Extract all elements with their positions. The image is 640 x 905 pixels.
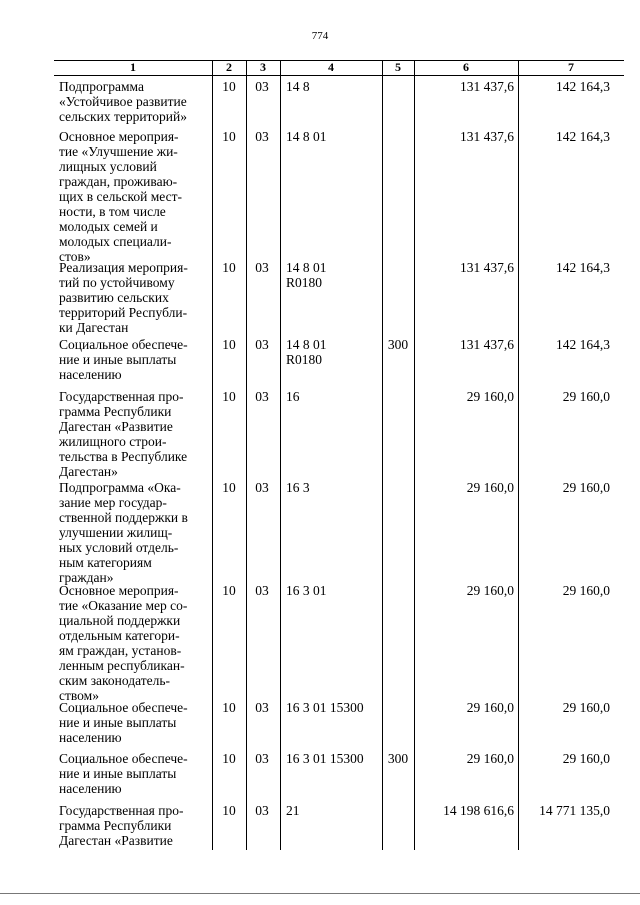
razdel-code: 10 bbox=[222, 803, 236, 818]
podrazdel-code: 03 bbox=[255, 583, 269, 598]
target-article-code: 14 8 bbox=[286, 79, 310, 94]
amount-col-7: 142 164,3 bbox=[556, 129, 610, 144]
target-article-code: 14 8 01 bbox=[286, 129, 327, 144]
expense-type-code: 300 bbox=[387, 751, 409, 766]
amount-col-6: 131 437,6 bbox=[460, 260, 514, 275]
expense-type-code: 300 bbox=[387, 337, 409, 352]
target-article-code: 16 3 01 bbox=[286, 583, 327, 598]
amount-col-6: 29 160,0 bbox=[466, 751, 514, 766]
scan-bottom-edge bbox=[0, 893, 640, 894]
item-name: Основное мероприя- тие «Оказание мер со- циальной поддержки отдельным категори- ям граждан, установ- ленным республикан- ским законодатель- ством» bbox=[59, 583, 188, 703]
podrazdel-code: 03 bbox=[255, 751, 269, 766]
razdel-code: 10 bbox=[222, 337, 236, 352]
razdel-code: 10 bbox=[222, 480, 236, 495]
item-name: Основное мероприя- тие «Улучшение жи- лищных условий граждан, проживаю- щих в сельской мест- ности, в том числе молодых семей и молодых специали- стов» bbox=[59, 129, 183, 264]
podrazdel-code: 03 bbox=[255, 260, 269, 275]
amount-col-6: 29 160,0 bbox=[466, 583, 514, 598]
amount-col-7: 29 160,0 bbox=[562, 700, 610, 715]
column-divider bbox=[518, 60, 519, 850]
column-divider bbox=[280, 60, 281, 850]
razdel-code: 10 bbox=[222, 389, 236, 404]
amount-col-7: 29 160,0 bbox=[562, 751, 610, 766]
item-name: Подпрограмма «Ока- зание мер государ- ственной поддержки в улучшении жилищ- ных условий отдель- ным категориям граждан» bbox=[59, 480, 188, 585]
amount-col-6: 131 437,6 bbox=[460, 79, 514, 94]
target-article-code: 14 8 01 R0180 bbox=[286, 337, 327, 367]
header-col-7: 7 bbox=[568, 60, 574, 74]
amount-col-6: 131 437,6 bbox=[460, 129, 514, 144]
amount-col-6: 29 160,0 bbox=[466, 389, 514, 404]
amount-col-7: 142 164,3 bbox=[556, 260, 610, 275]
razdel-code: 10 bbox=[222, 129, 236, 144]
item-name: Социальное обеспече- ние и иные выплаты населению bbox=[59, 751, 188, 796]
item-name: Государственная про- грамма Республики Дагестан «Развитие жилищного строи- тельства в Республике Дагестан» bbox=[59, 389, 188, 479]
item-name: Государственная про- грамма Республики Дагестан «Развитие bbox=[59, 803, 184, 848]
target-article-code: 16 3 01 15300 bbox=[286, 751, 364, 766]
header-col-4: 4 bbox=[328, 60, 334, 74]
razdel-code: 10 bbox=[222, 583, 236, 598]
amount-col-7: 29 160,0 bbox=[562, 389, 610, 404]
amount-col-6: 131 437,6 bbox=[460, 337, 514, 352]
podrazdel-code: 03 bbox=[255, 803, 269, 818]
amount-col-7: 142 164,3 bbox=[556, 79, 610, 94]
podrazdel-code: 03 bbox=[255, 389, 269, 404]
amount-col-6: 29 160,0 bbox=[466, 480, 514, 495]
item-name: Социальное обеспече- ние и иные выплаты населению bbox=[59, 337, 188, 382]
table-header-row bbox=[54, 60, 624, 76]
amount-col-7: 142 164,3 bbox=[556, 337, 610, 352]
razdel-code: 10 bbox=[222, 79, 236, 94]
razdel-code: 10 bbox=[222, 700, 236, 715]
target-article-code: 21 bbox=[286, 803, 300, 818]
column-divider bbox=[212, 60, 213, 850]
podrazdel-code: 03 bbox=[255, 480, 269, 495]
header-col-2: 2 bbox=[226, 60, 232, 74]
amount-col-6: 14 198 616,6 bbox=[443, 803, 514, 818]
page-number: 774 bbox=[311, 30, 329, 42]
header-col-6: 6 bbox=[463, 60, 469, 74]
column-divider bbox=[246, 60, 247, 850]
item-name: Реализация мероприя- тий по устойчивому развитию сельских территорий Республи- ки Дагестан bbox=[59, 260, 188, 335]
header-col-5: 5 bbox=[395, 60, 401, 74]
amount-col-7: 29 160,0 bbox=[562, 480, 610, 495]
razdel-code: 10 bbox=[222, 260, 236, 275]
podrazdel-code: 03 bbox=[255, 700, 269, 715]
column-divider bbox=[382, 60, 383, 850]
header-col-3: 3 bbox=[260, 60, 266, 74]
podrazdel-code: 03 bbox=[255, 337, 269, 352]
target-article-code: 14 8 01 R0180 bbox=[286, 260, 327, 290]
column-divider bbox=[414, 60, 415, 850]
amount-col-6: 29 160,0 bbox=[466, 700, 514, 715]
amount-col-7: 29 160,0 bbox=[562, 583, 610, 598]
podrazdel-code: 03 bbox=[255, 79, 269, 94]
podrazdel-code: 03 bbox=[255, 129, 269, 144]
target-article-code: 16 bbox=[286, 389, 300, 404]
target-article-code: 16 3 01 15300 bbox=[286, 700, 364, 715]
amount-col-7: 14 771 135,0 bbox=[539, 803, 610, 818]
item-name: Подпрограмма «Устойчивое развитие сельских территорий» bbox=[59, 79, 187, 124]
item-name: Социальное обеспече- ние и иные выплаты населению bbox=[59, 700, 188, 745]
target-article-code: 16 3 bbox=[286, 480, 310, 495]
header-col-1: 1 bbox=[130, 60, 136, 74]
razdel-code: 10 bbox=[222, 751, 236, 766]
